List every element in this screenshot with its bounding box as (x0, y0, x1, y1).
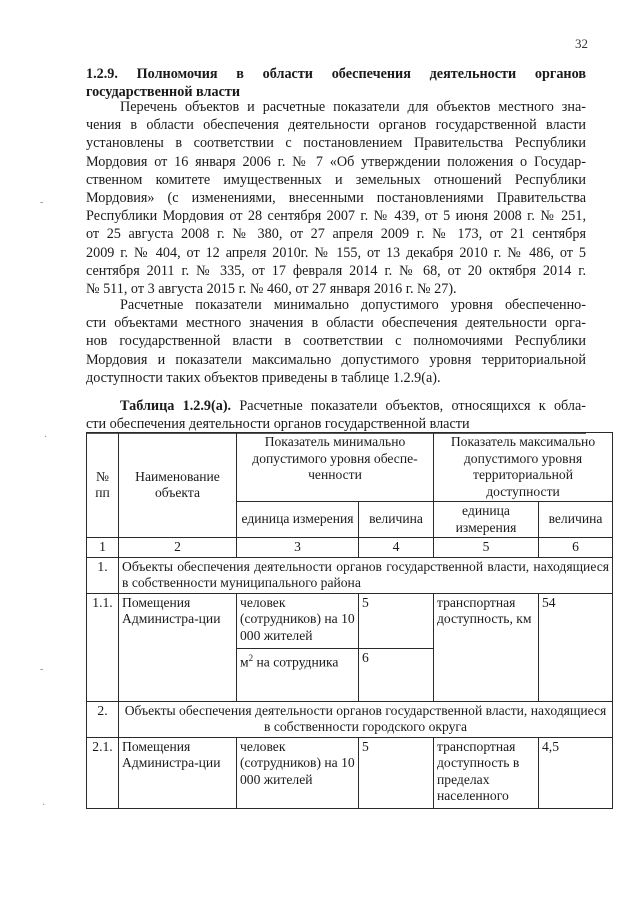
row-value-a: 5 (359, 593, 434, 648)
para1-line: Мордовия от 16 января 2006 г. № 7 «Об утверждении положения о Государ- (86, 153, 586, 170)
para1-line: чения в области обеспечения деятельности органов государственной власти (86, 117, 586, 134)
unit-b-main: м (240, 654, 249, 670)
para1-line: сентября 2011 г. № 335, от 17 февраля 2014 г. № 68, от 20 октября 2014 г. (86, 262, 586, 279)
row-access-value: 4,5 (539, 737, 613, 808)
para2-line: нов государственной власти в соответствии с полномочиями Республики (86, 333, 586, 350)
table-caption-text: Расчетные показатели объектов, относящихся к обла- (231, 398, 586, 414)
page-number: 32 (575, 36, 588, 51)
row-num: 2.1. (87, 737, 119, 808)
row-unit-b (237, 648, 359, 701)
para1-line: ственном комитете имущественных и земельных отношений Республики (86, 171, 586, 188)
header-min-group: Показатель минимально допустимого уровня обеспе-ченности (237, 433, 434, 502)
row-num: 1.1. (87, 593, 119, 701)
col-number: 3 (237, 538, 359, 558)
row-value-b: 6 (359, 648, 434, 701)
table-caption (86, 398, 586, 434)
scan-mark: · (42, 800, 46, 811)
scan-mark: - (40, 197, 44, 208)
section-row (87, 557, 613, 593)
header-num: № пп (87, 433, 119, 538)
para2-line: доступности таких объектов приведены в таблице 1.2.9(а). (86, 369, 441, 386)
section-title-cell: Объекты обеспечения деятельности органов государственной власти, находящиеся в собственности городского округа (119, 701, 613, 737)
table-row (87, 737, 613, 808)
header-unit-2: единица измерения (434, 502, 539, 538)
section-title: 1.2.9. Полномочия в области обеспечения деятельности органов государственной власти (86, 66, 586, 100)
table-caption-text-2: сти обеспечения деятельности органов государственной власти (86, 416, 586, 435)
para1-line: от 25 августа 2008 г. № 380, от 27 апреля 2009 г. № 173, от 21 сентября (86, 226, 586, 243)
para1-line: Республики Мордовия от 28 сентября 2007 г. № 439, от 5 июня 2008 г. № 251, (86, 208, 586, 225)
row-access-value: 54 (539, 593, 613, 701)
row-unit-a: человек (сотрудников) на 10 000 жителей (237, 737, 359, 808)
para1-line: Перечень объектов и расчетные показатели для объектов местного зна- (120, 99, 586, 115)
header-value-2: величина (539, 502, 613, 538)
row-access-unit: транспортная доступность, км (434, 593, 539, 701)
scan-mark: - (40, 664, 44, 675)
section-title-cell: Объекты обеспечения деятельности органов государственной власти, находящиеся в собственности муниципального района (119, 557, 613, 593)
col-number: 4 (359, 538, 434, 558)
para1-line: Мордовия» (с изменениями, внесенными постановлениями Правительства (86, 190, 586, 207)
table-row (87, 593, 613, 648)
row-unit-a: человек (сотрудников) на 10 000 жителей (237, 593, 359, 648)
row-value-a: 5 (359, 737, 434, 808)
col-number: 2 (119, 538, 237, 558)
para1-line: № 511, от 3 августа 2015 г. № 460, от 27 января 2016 г. № 27). (86, 281, 457, 298)
col-number: 6 (539, 538, 613, 558)
paragraph-objects-list (86, 98, 586, 298)
col-number: 1 (87, 538, 119, 558)
indicators-table (86, 432, 613, 809)
para1-line: 2009 г. № 404, от 12 апреля 2010г. № 155, от 13 декабря 2010 г. № 486, от 5 (86, 244, 586, 261)
para1-line: установлены в соответствии с постановлением Правительства Республики (86, 135, 586, 152)
section-num: 2. (87, 701, 119, 737)
col-number: 5 (434, 538, 539, 558)
header-name: Наименование объекта (119, 433, 237, 538)
header-unit: единица измерения (237, 502, 359, 538)
unit-b-sup: 2 (248, 652, 254, 663)
para2-line: Мордовия и показатели максимально допустимого уровня территориальной (86, 351, 586, 368)
column-numbers-row (87, 538, 613, 558)
header-max-group: Показатель максимально допустимого уровня территориальной доступности (434, 433, 613, 502)
table-header-row (87, 433, 613, 502)
para2-line: Расчетные показатели минимально допустимого уровня обеспеченно- (120, 297, 586, 313)
section-num: 1. (87, 557, 119, 593)
row-name: Помещения Администра-ции (119, 737, 237, 808)
para2-line: сти объектами местного значения в области обеспечения деятельности орга- (86, 315, 586, 332)
scan-mark: · (44, 432, 48, 443)
row-access-unit: транспортная доступность в пределах населенного (434, 737, 539, 808)
header-value: величина (359, 502, 434, 538)
table-caption-label: Таблица 1.2.9(а). (120, 398, 232, 414)
paragraph-indicators (86, 296, 586, 387)
section-row (87, 701, 613, 737)
unit-b-rest: на сотрудника (253, 654, 339, 670)
row-name: Помещения Администра-ции (119, 593, 237, 701)
